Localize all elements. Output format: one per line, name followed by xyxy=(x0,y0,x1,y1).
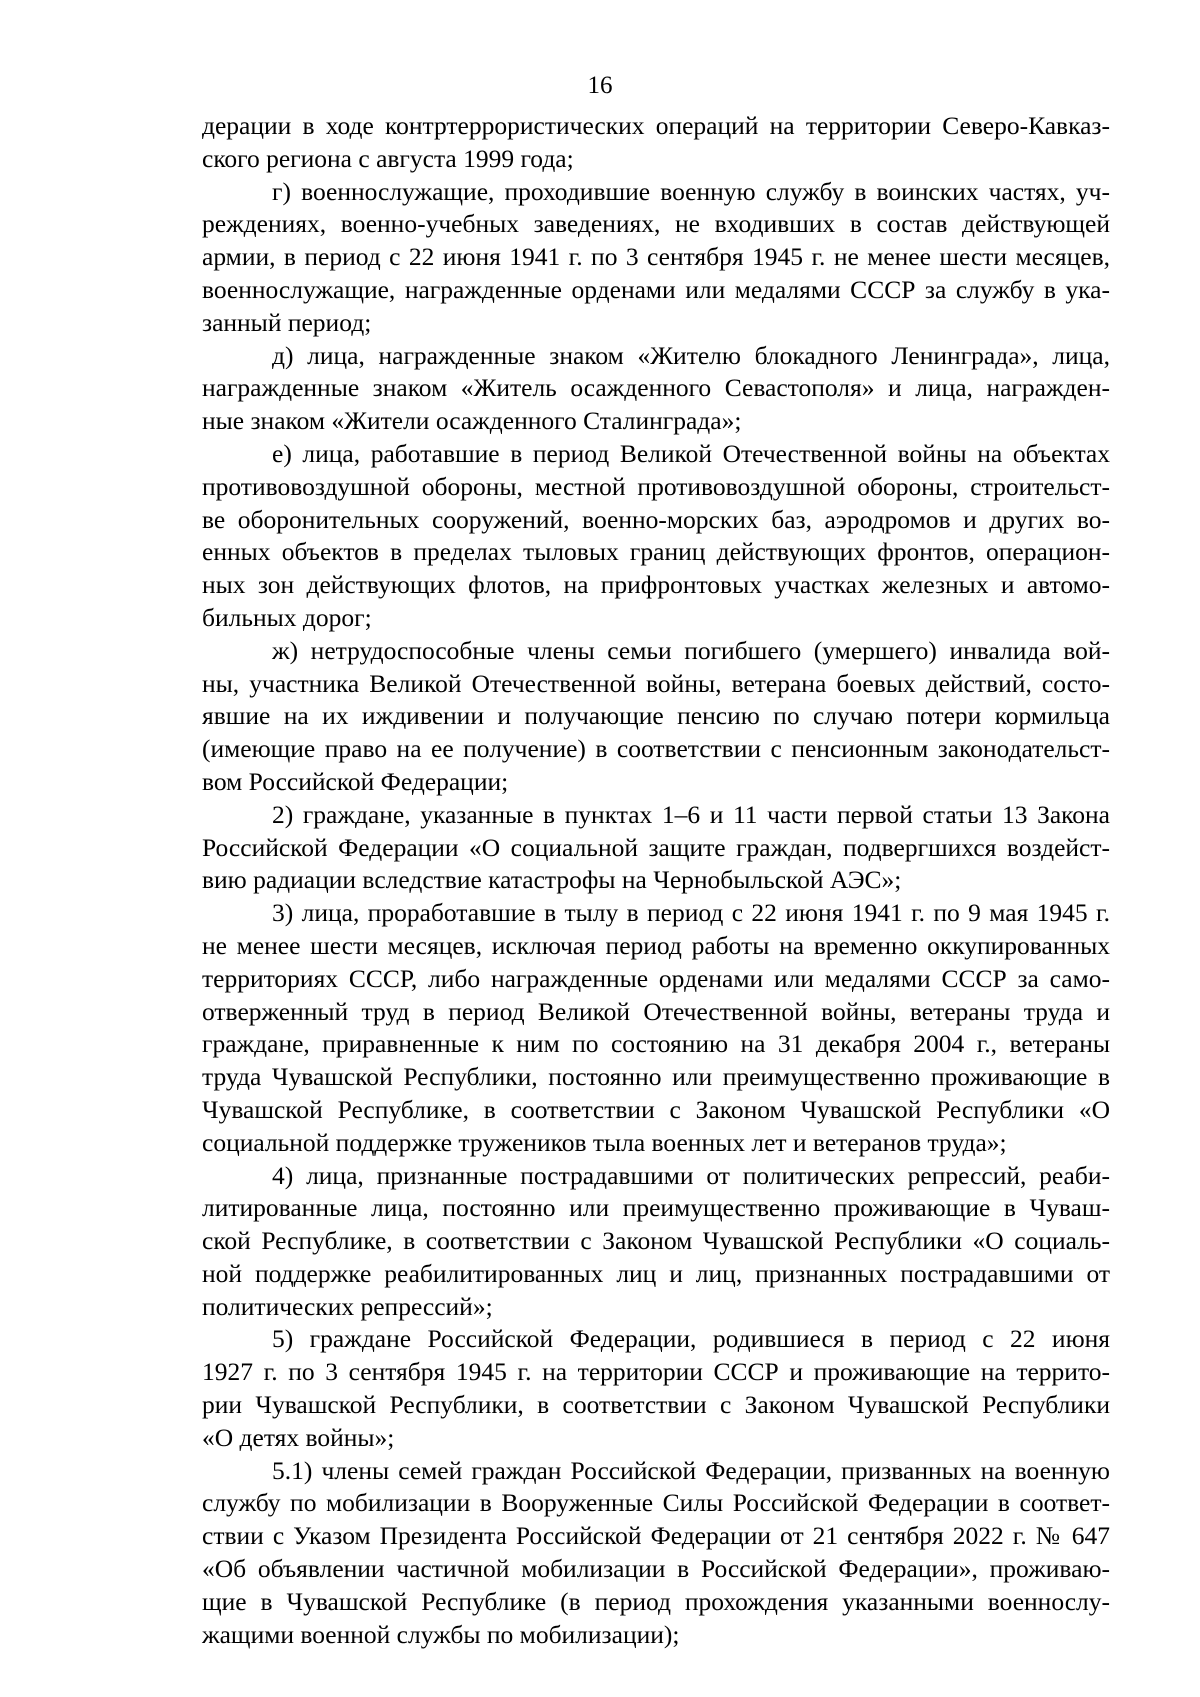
text-line: е) лица, работавшие в период Великой Отечественной войны на объектах xyxy=(272,438,1110,468)
text-line: ж) нетрудоспособные члены семьи погибшего (умершего) инвалида вой- xyxy=(272,635,1110,665)
text-line: территориях СССР, либо награжденные орденами или медалями СССР за само- xyxy=(202,963,1110,993)
text-line: д) лица, награжденные знаком «Жителю блокадного Ленинграда», лица, xyxy=(272,340,1110,370)
text-line: 2) граждане, указанные в пунктах 1–6 и 11 части первой статьи 13 Закона xyxy=(272,799,1110,829)
text-line: ных зон действующих флотов, на прифронтовых участках железных и автомо- xyxy=(202,570,1110,600)
text-line: граждане, приравненные к ним по состоянию на 31 декабря 2004 г., ветераны xyxy=(202,1029,1110,1059)
text-line: Российской Федерации «О социальной защите граждан, подвергшихся воздейст- xyxy=(202,832,1110,862)
paragraph xyxy=(202,897,1110,1159)
text-line: Чувашской Республике, в соответствии с Законом Чувашской Республики «О xyxy=(202,1094,1110,1124)
text-line: ве оборонительных сооружений, военно-морских баз, аэродромов и других во- xyxy=(202,504,1110,534)
paragraph xyxy=(202,438,1110,635)
text-line: ной поддержке реабилитированных лиц и лиц, признанных пострадавшими от xyxy=(202,1258,1110,1288)
text-line: занный период; xyxy=(202,307,372,337)
text-line: не менее шести месяцев, исключая период работы на временно оккупированных xyxy=(202,930,1110,960)
text-line: социальной поддержке тружеников тыла военных лет и ветеранов труда»; xyxy=(202,1127,1007,1157)
text-line: бильных дорог; xyxy=(202,602,372,632)
text-line: службу по мобилизации в Вооруженные Силы Российской Федерации в соответ- xyxy=(202,1488,1110,1518)
document-body xyxy=(202,110,1110,1651)
paragraph xyxy=(202,1455,1110,1652)
text-line: ны, участника Великой Отечественной войны, ветерана боевых действий, состо- xyxy=(202,668,1110,698)
text-line: енных объектов в пределах тыловых границ действующих фронтов, операцион- xyxy=(202,537,1110,567)
text-line: армии, в период с 22 июня 1941 г. по 3 сентября 1945 г. не менее шести месяцев, xyxy=(202,242,1110,272)
text-line: ствии с Указом Президента Российской Федерации от 21 сентября 2022 г. № 647 xyxy=(202,1521,1110,1551)
text-line: «О детях войны»; xyxy=(202,1422,395,1452)
text-line: щие в Чувашской Республике (в период прохождения указанными военнослу- xyxy=(202,1586,1110,1616)
text-line: ные знаком «Жители осажденного Сталинграда»; xyxy=(202,406,742,436)
text-line: литированные лица, постоянно или преимущественно проживающие в Чуваш- xyxy=(202,1193,1110,1223)
text-line: ского региона с августа 1999 года; xyxy=(202,143,574,173)
paragraph xyxy=(202,1323,1110,1454)
text-line: отверженный труд в период Великой Отечественной войны, ветераны труда и xyxy=(202,996,1110,1026)
page-number: 16 xyxy=(587,72,613,99)
text-line: труда Чувашской Республики, постоянно или преимущественно проживающие в xyxy=(202,1062,1110,1092)
text-line: (имеющие право на ее получение) в соответствии с пенсионным законодательст- xyxy=(202,734,1110,764)
text-line: 3) лица, проработавшие в тылу в период с 22 июня 1941 г. по 9 мая 1945 г. xyxy=(272,898,1110,928)
text-line: г) военнослужащие, проходившие военную службу в воинских частях, уч- xyxy=(272,176,1110,206)
text-line: дерации в ходе контртеррористических операций на территории Северо-Кавказ- xyxy=(202,111,1110,140)
paragraph xyxy=(202,1160,1110,1324)
text-line: 1927 г. по 3 сентября 1945 г. на территории СССР и проживающие на террито- xyxy=(202,1357,1110,1387)
text-line: реждениях, военно-учебных заведениях, не входивших в состав действующей xyxy=(202,209,1110,239)
text-line: 5) граждане Российской Федерации, родившиеся в период с 22 июня xyxy=(272,1324,1110,1354)
text-line: политических репрессий»; xyxy=(202,1291,493,1321)
text-line: вом Российской Федерации; xyxy=(202,766,509,796)
text-line: противовоздушной обороны, местной противовоздушной обороны, строительст- xyxy=(202,471,1110,501)
text-line: награжденные знаком «Житель осажденного Севастополя» и лица, награжден- xyxy=(202,373,1110,403)
text-line: «Об объявлении частичной мобилизации в Российской Федерации», проживаю- xyxy=(202,1554,1110,1584)
text-line: жащими военной службы по мобилизации); xyxy=(202,1619,680,1649)
paragraph xyxy=(202,176,1110,340)
text-line: военнослужащие, награжденные орденами или медалями СССР за службу в ука- xyxy=(202,274,1110,304)
paragraph xyxy=(202,340,1110,438)
paragraph xyxy=(202,799,1110,897)
text-line: рии Чувашской Республики, в соответствии с Законом Чувашской Республики xyxy=(202,1390,1110,1420)
text-line: 5.1) члены семей граждан Российской Федерации, призванных на военную xyxy=(272,1455,1110,1485)
paragraph xyxy=(202,110,1110,176)
text-line: вию радиации вследствие катастрофы на Чернобыльской АЭС»; xyxy=(202,865,902,895)
paragraph xyxy=(202,635,1110,799)
text-line: 4) лица, признанные пострадавшими от политических репрессий, реаби- xyxy=(272,1160,1110,1190)
text-line: ской Республике, в соответствии с Законом Чувашской Республики «О социаль- xyxy=(202,1226,1110,1256)
text-line: явшие на их иждивении и получающие пенсию по случаю потери кормильца xyxy=(202,701,1110,731)
